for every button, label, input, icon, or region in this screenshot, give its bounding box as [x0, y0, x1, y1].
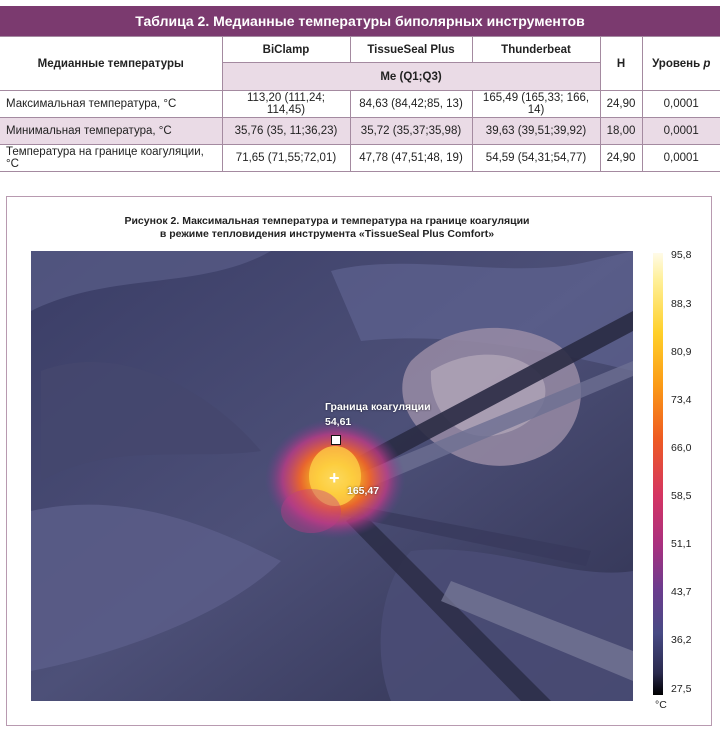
scale-tick: 66,0 [671, 442, 692, 454]
scale-unit: °C [655, 699, 667, 711]
header-p-level: Уровень p [642, 37, 720, 91]
cell-tissueseal: 35,72 (35,37;35,98) [350, 118, 472, 145]
cell-h: 18,00 [600, 118, 642, 145]
scale-tick: 73,4 [671, 394, 692, 406]
table-row [0, 91, 720, 118]
header-row-label: Медианные температуры [0, 37, 222, 91]
temperature-table [0, 6, 720, 172]
coagulation-value: 54,61 [325, 416, 352, 428]
scale-tick: 80,9 [671, 346, 692, 358]
scale-tick: 43,7 [671, 586, 692, 598]
scale-tick: 51,1 [671, 538, 692, 550]
row-label: Максимальная температура, °C [0, 91, 222, 118]
scale-tick: 88,3 [671, 298, 692, 310]
figure-caption: Рисунок 2. Максимальная температура и температура на границе коагуляции в режиме тепловидения инструмента «TissueSeal Plus Comfort» [124, 215, 530, 240]
cell-biclamp: 71,65 (71,55;72,01) [222, 145, 350, 172]
cell-p: 0,0001 [642, 91, 720, 118]
figure-panel [6, 196, 712, 726]
max-temp-value: 165,47 [347, 485, 380, 497]
cell-thunderbeat: 54,59 (54,31;54,77) [472, 145, 600, 172]
color-scale-bar [653, 253, 663, 695]
cell-tissueseal: 84,63 (84,42;85, 13) [350, 91, 472, 118]
header-stat: Me (Q1;Q3) [222, 63, 600, 91]
cell-biclamp: 113,20 (111,24; 114,45) [222, 91, 350, 118]
cell-p: 0,0001 [642, 118, 720, 145]
thermal-image [31, 251, 633, 701]
cell-tissueseal: 47,78 (47,51;48, 19) [350, 145, 472, 172]
cell-p: 0,0001 [642, 145, 720, 172]
cell-h: 24,90 [600, 145, 642, 172]
scale-tick: 27,5 [671, 683, 692, 695]
table-row [0, 118, 720, 145]
header-biclamp: BiClamp [222, 37, 350, 63]
cell-h: 24,90 [600, 91, 642, 118]
header-tissueseal: TissueSeal Plus [350, 37, 472, 63]
cell-thunderbeat: 165,49 (165,33; 166, 14) [472, 91, 600, 118]
coagulation-label: Граница коагуляции [325, 401, 431, 413]
cell-biclamp: 35,76 (35, 11;36,23) [222, 118, 350, 145]
max-temp-crosshair-icon: + [329, 468, 340, 488]
cell-thunderbeat: 39,63 (39,51;39,92) [472, 118, 600, 145]
header-thunderbeat: Thunderbeat [472, 37, 600, 63]
table-title: Таблица 2. Медианные температуры биполярных инструментов [0, 6, 720, 36]
header-h: H [600, 37, 642, 91]
row-label: Минимальная температура, °C [0, 118, 222, 145]
scale-tick: 95,8 [671, 249, 692, 261]
row-label: Температура на границе коагуляции, °C [0, 145, 222, 172]
coagulation-marker-icon [331, 435, 341, 445]
scale-tick: 58,5 [671, 490, 692, 502]
table-row [0, 145, 720, 172]
scale-tick: 36,2 [671, 634, 692, 646]
